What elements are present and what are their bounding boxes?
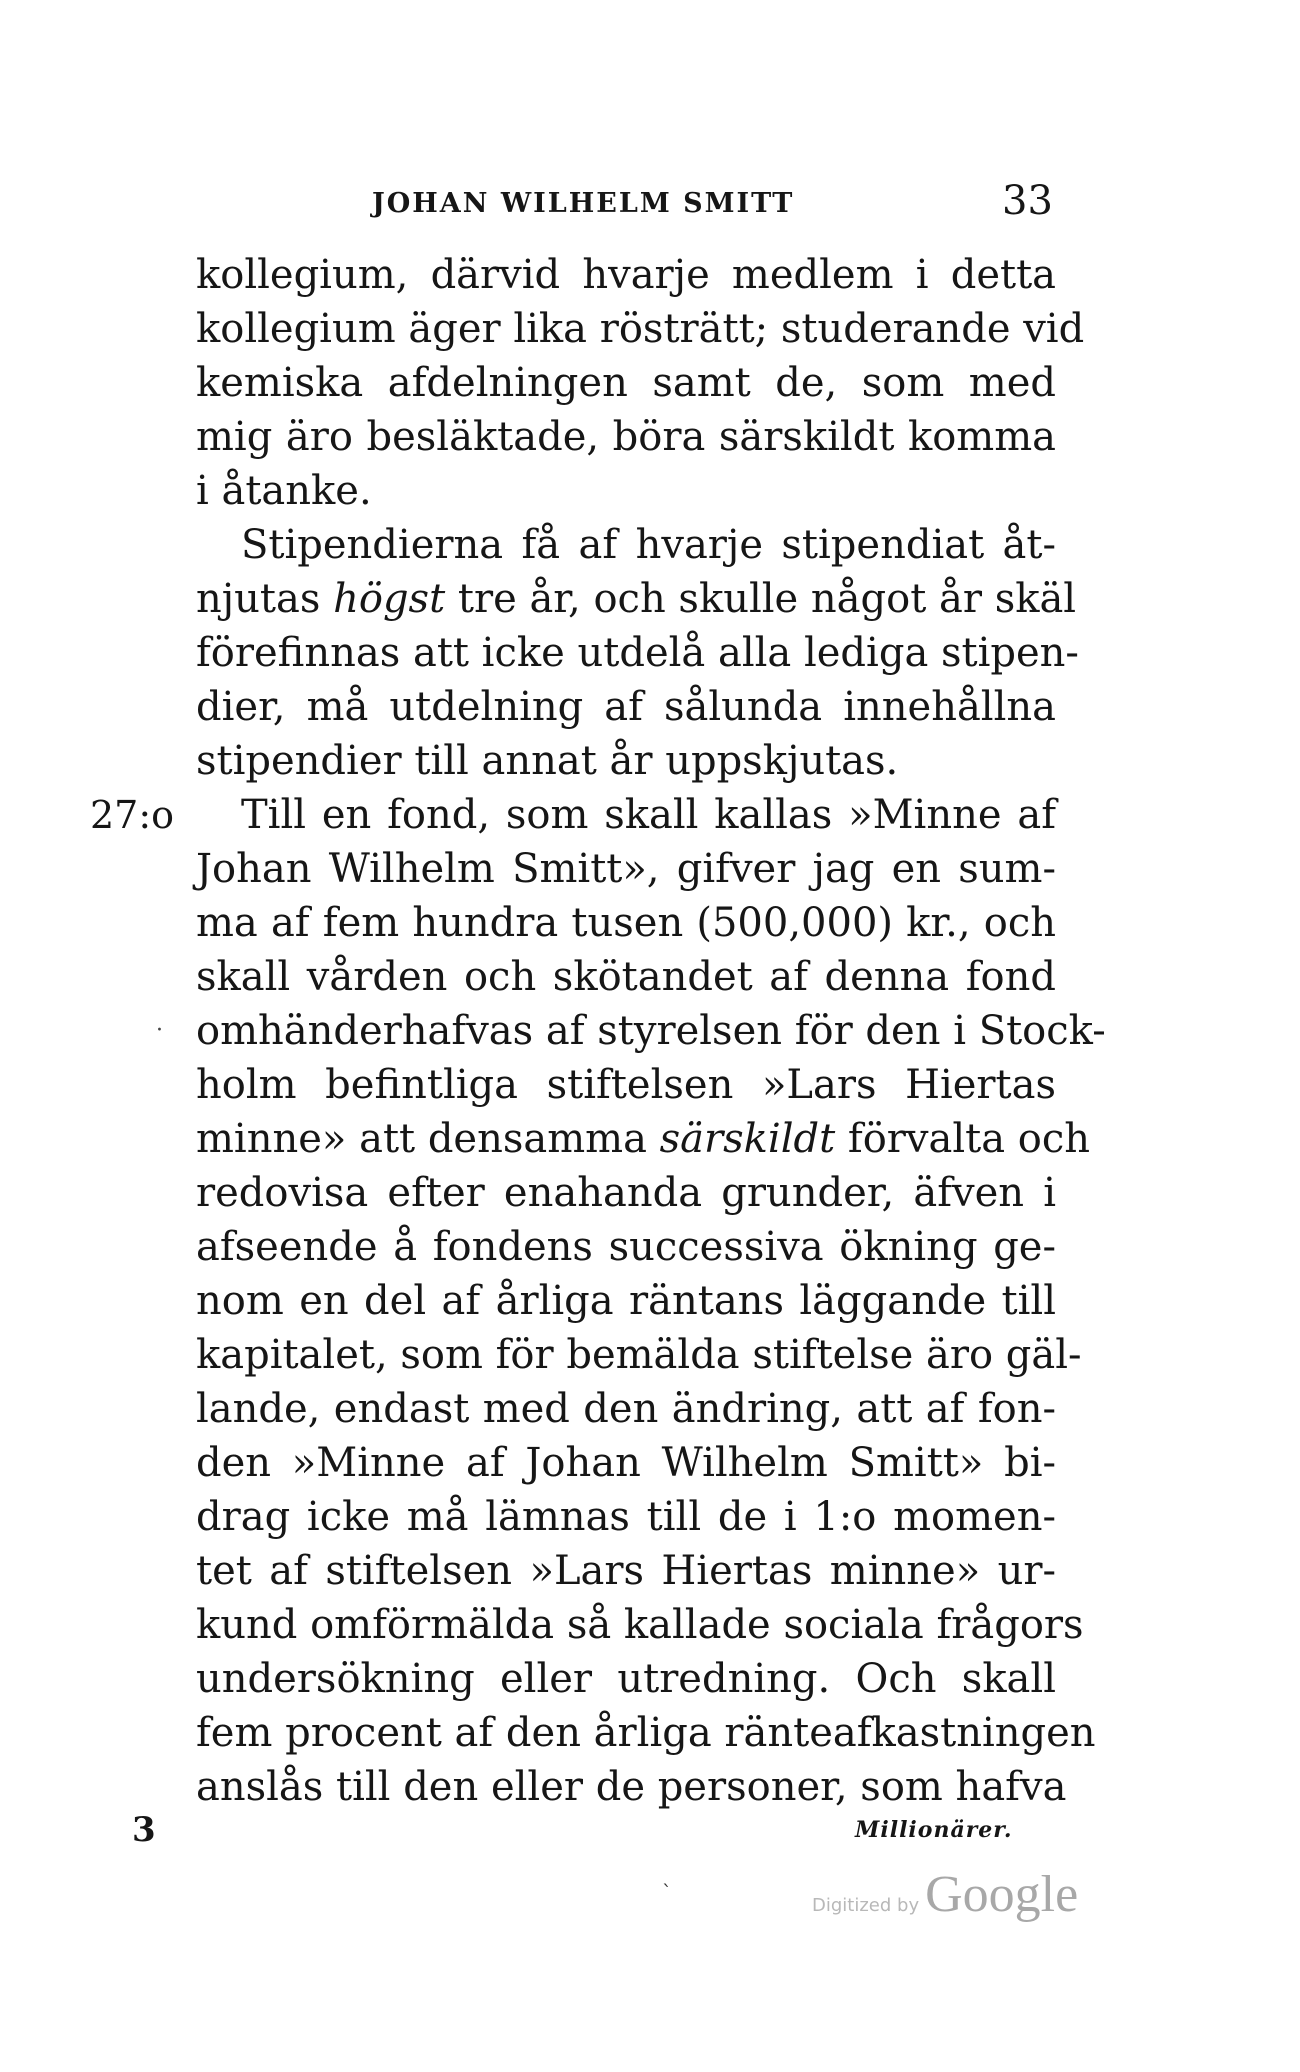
- text-line: kapitalet, som för bemälda stiftelse äro gäl-: [196, 1332, 1082, 1378]
- signature-mark: 3: [132, 1810, 156, 1850]
- page-number: 33: [1002, 178, 1053, 224]
- text-line: [196, 1112, 1091, 1166]
- print-speck: ·: [156, 1018, 163, 1043]
- text-line: i åtanke.: [196, 468, 372, 514]
- digitized-by-label: Digitized by: [812, 1895, 920, 1916]
- text-line: Stipendierna få af hvarje stipendiat åt-: [241, 522, 1056, 568]
- text-line: förefinnas att icke utdelå alla lediga stipen-: [196, 630, 1079, 676]
- text-line: undersökning eller utredning. Och skall: [196, 1656, 1056, 1702]
- emphasis-sarskildt: särskildt: [659, 1116, 836, 1162]
- text-line: kollegium äger lika rösträtt; studerande vid: [196, 306, 1085, 352]
- digitized-watermark: [812, 1865, 1078, 1935]
- emphasis-hogst: högst: [333, 576, 446, 622]
- text-line: omhänderhafvas af styrelsen för den i Stock-: [196, 1008, 1106, 1054]
- text-line: [196, 572, 1077, 626]
- text-line: tet af stiftelsen »Lars Hiertas minne» ur-: [196, 1548, 1056, 1594]
- text-line: drag icke må lämnas till de i 1:o momen-: [196, 1494, 1056, 1540]
- text-line: kemiska afdelningen samt de, som med: [196, 360, 1056, 406]
- text-line: lande, endast med den ändring, att af fon-: [196, 1386, 1056, 1432]
- page-header: [0, 178, 1300, 228]
- text-line: redovisa efter enahanda grunder, äfven i: [196, 1170, 1056, 1216]
- print-speck: ˋ: [662, 1880, 672, 1904]
- text-line: afseende å fondens successiva ökning ge-: [196, 1224, 1056, 1270]
- text-line: den »Minne af Johan Wilhelm Smitt» bi-: [196, 1440, 1056, 1486]
- text-line: Till en fond, som skall kallas »Minne af: [241, 792, 1056, 838]
- text-line: mig äro besläktade, böra särskildt komma: [196, 414, 1056, 460]
- section-mark: 27:o: [90, 793, 175, 837]
- text-line: Johan Wilhelm Smitt», gifver jag en sum-: [196, 846, 1056, 892]
- text-line: holm befintliga stiftelsen »Lars Hiertas: [196, 1062, 1056, 1108]
- text-line: fem procent af den årliga ränteafkastningen: [196, 1710, 1096, 1756]
- text-span: tre år, och skulle något år skäl: [457, 576, 1077, 622]
- text-line: nom en del af årliga räntans läggande till: [196, 1278, 1056, 1324]
- text-line: skall vården och skötandet af denna fond: [196, 954, 1056, 1000]
- catchword: Millionärer.: [855, 1817, 1013, 1843]
- text-span: njutas: [196, 576, 321, 622]
- text-line: kollegium, därvid hvarje medlem i detta: [196, 252, 1056, 298]
- text-line: stipendier till annat år uppskjutas.: [196, 738, 899, 784]
- text-span: förvalta och: [847, 1116, 1091, 1162]
- text-line: dier, må utdelning af sålunda innehållna: [196, 684, 1056, 730]
- running-head: JOHAN WILHELM SMITT: [372, 188, 795, 219]
- text-line: anslås till den eller de personer, som hafva: [196, 1764, 1067, 1810]
- text-line: kund omförmälda så kallade sociala frågors: [196, 1602, 1084, 1648]
- text-line: ma af fem hundra tusen (500,000) kr., och: [196, 900, 1056, 946]
- google-logo: Google: [925, 1866, 1079, 1923]
- text-span: minne» att densamma: [196, 1116, 647, 1162]
